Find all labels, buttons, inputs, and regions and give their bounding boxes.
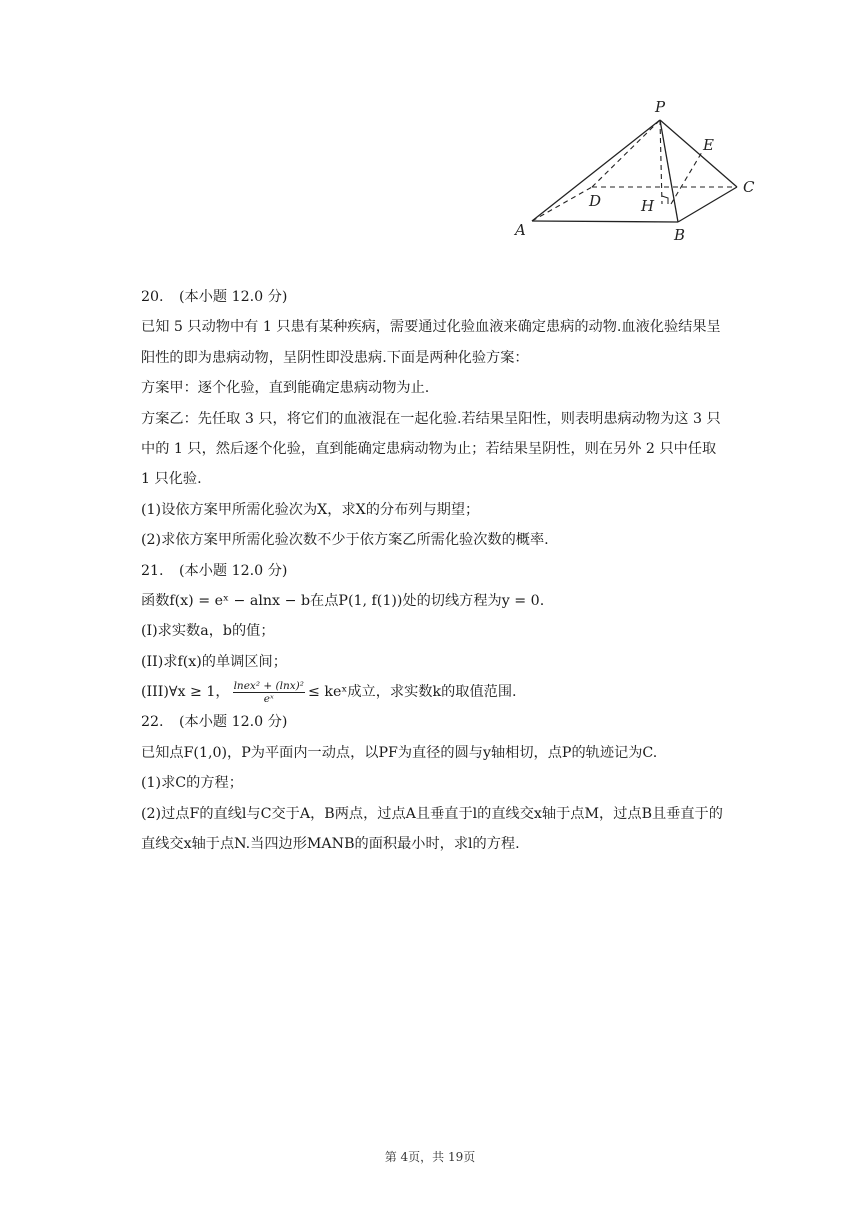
questions: [141, 282, 751, 859]
q22-part-1: (1)求C的方程；: [141, 775, 243, 792]
question-22-header: [141, 707, 751, 737]
q21-part-3-prefix: (III)∀x ≥ 1，: [141, 684, 230, 701]
label-d: D: [589, 192, 602, 210]
label-h: H: [641, 197, 655, 215]
label-b: B: [674, 226, 686, 244]
fraction-numerator: lnex² + (lnx)²: [233, 679, 304, 692]
question-score: (本小题 12.0 分): [179, 714, 288, 731]
q20-line: 方案乙：先任取 3 只，将它们的血液混在一起化验.若结果呈阳性，则表明患病动物为这 3 只: [141, 410, 721, 427]
question-score: (本小题 12.0 分): [179, 289, 288, 305]
q20-line: 方案甲：逐个化验，直到能确定患病动物为止.: [141, 380, 430, 397]
label-c: C: [743, 178, 755, 196]
pyramid-diagram: [505, 92, 775, 252]
question-21-header: [141, 556, 751, 586]
question-number: 21.: [141, 562, 164, 579]
fraction: [233, 680, 305, 705]
pyramid-figure: [505, 92, 775, 252]
q21-stem: 函数f(x) = eˣ − alnx − b在点P(1, f(1))处的切线方程为y = 0.: [141, 592, 545, 609]
q20-line: 已知 5 只动物中有 1 只患有某种疾病，需要通过化验血液来确定患病的动物.血液化验结果呈: [141, 319, 721, 336]
label-a: A: [515, 221, 526, 239]
label-p: P: [655, 98, 666, 116]
q22-line: 直线交x轴于点N.当四边形MANB的面积最小时，求l的方程.: [141, 836, 520, 853]
question-20-header: [141, 282, 751, 312]
q20-line: 1 只化验.: [141, 471, 202, 488]
label-e: E: [703, 136, 714, 154]
q21-part-3: [141, 677, 751, 707]
q21-part-1: (I)求实数a，b的值；: [141, 623, 275, 640]
q20-part-2: (2)求依方案甲所需化验次数不少于依方案乙所需化验次数的概率.: [141, 532, 549, 549]
fraction-denominator: eˣ: [263, 692, 274, 705]
question-number: 20.: [141, 289, 164, 305]
q22-stem: 已知点F(1,0)，P为平面内一动点，以PF为直径的圆与y轴相切，点P的轨迹记为C.: [141, 744, 658, 761]
q21-part-2: (II)求f(x)的单调区间；: [141, 653, 287, 670]
q20-line: 阳性的即为患病动物，呈阴性即没患病.下面是两种化验方案：: [141, 349, 529, 366]
question-score: (本小题 12.0 分): [179, 562, 288, 579]
q20-line: 中的 1 只，然后逐个化验，直到能确定患病动物为止；若结果呈阴性，则在另外 2 只中任取: [141, 440, 717, 457]
q20-part-1: (1)设依方案甲所需化验次为X，求X的分布列与期望；: [141, 501, 480, 518]
page-footer: 第 4页，共 19页: [384, 1150, 476, 1164]
q21-part-3-suffix: ≤ keˣ成立，求实数k的取值范围.: [307, 684, 517, 701]
question-number: 22.: [141, 714, 164, 731]
q22-part-2: (2)过点F的直线l与C交于A，B两点，过点A且垂直于l的直线交x轴于点M，过点B且垂直于的: [141, 805, 723, 822]
